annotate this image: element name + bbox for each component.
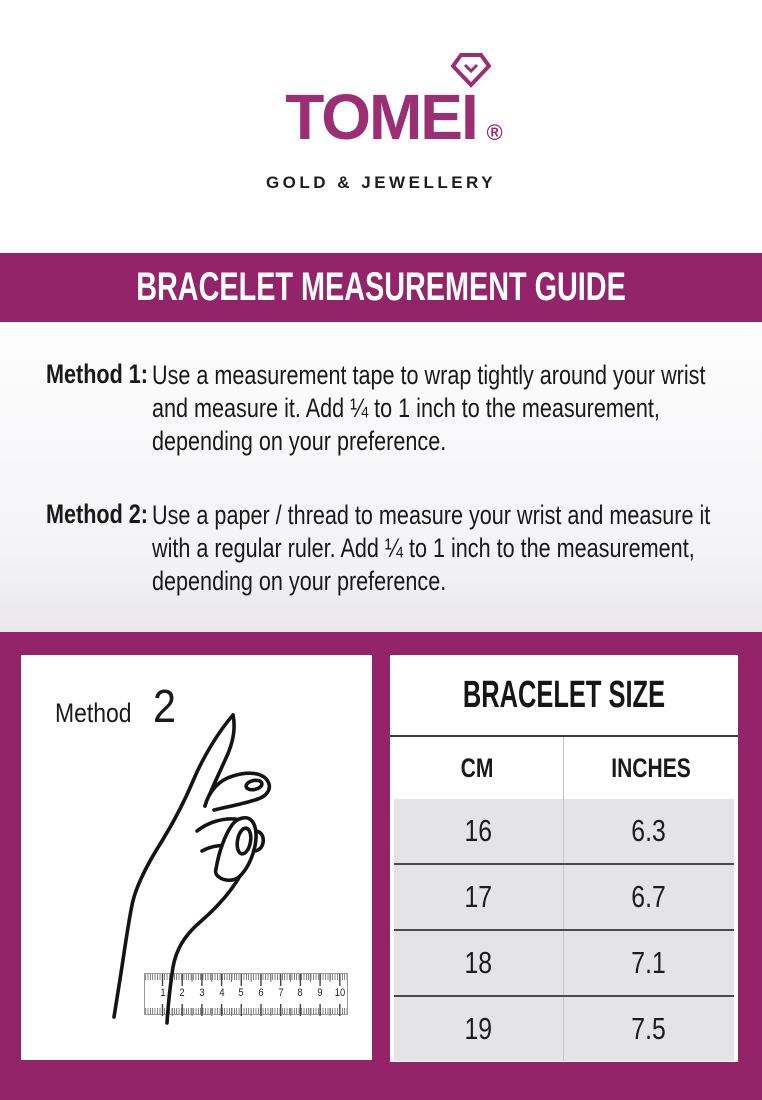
- method-2-line: Use a paper / thread to measure your wrist and measure it: [152, 500, 711, 530]
- cm-value: 16: [394, 799, 564, 863]
- brand-tagline: GOLD & JEWELLERY: [265, 173, 497, 192]
- cm-value: 18: [394, 931, 564, 995]
- logo: [0, 0, 762, 193]
- ruler-number: 3: [199, 987, 205, 999]
- inches-value: 7.1: [631, 945, 667, 980]
- method-1-line: and measure it. Add ¼ to 1 inch to the measurement,: [152, 393, 660, 423]
- method-1-line: depending on your preference.: [152, 426, 447, 456]
- method-2-instructions: [0, 499, 762, 598]
- table-row: [394, 799, 734, 863]
- page-title: BRACELET MEASUREMENT GUIDE: [136, 265, 626, 309]
- ruler-number: 5: [238, 987, 244, 999]
- registered-mark: ®: [486, 120, 503, 145]
- size-table-header: [390, 737, 738, 799]
- title-banner: [0, 253, 762, 322]
- size-table-body: [390, 799, 738, 1061]
- ruler-number: 7: [278, 987, 284, 999]
- brand-wordmark: [285, 81, 503, 164]
- method-diagram-card: [21, 655, 372, 1060]
- method-2-line: depending on your preference.: [152, 566, 447, 596]
- ruler-number: 6: [258, 987, 264, 999]
- size-table-title: BRACELET SIZE: [462, 673, 666, 716]
- methods-section: [0, 322, 762, 632]
- ruler: [144, 973, 348, 1015]
- inches-value: 6.7: [631, 879, 667, 914]
- method-1-line: Use a measurement tape to wrap tightly around your wrist: [152, 360, 706, 390]
- ruler-number: 1: [159, 987, 166, 999]
- method-1-label: Method 1:: [46, 359, 148, 389]
- logo-section: [0, 0, 762, 253]
- size-table-card: [390, 655, 738, 1062]
- size-table-title-row: [390, 655, 738, 737]
- inches-value: 7.5: [631, 1011, 667, 1046]
- cm-value: 17: [394, 865, 564, 929]
- bottom-panel: [0, 632, 762, 1100]
- diagram-method-label: Method 2: [55, 680, 177, 732]
- ruler-number: 4: [218, 987, 225, 999]
- diamond-icon: [451, 52, 491, 88]
- column-header-inches: INCHES: [611, 752, 691, 783]
- cm-value: 19: [394, 997, 564, 1061]
- column-header-cm: CM: [390, 737, 564, 799]
- method-1-instructions: [0, 359, 762, 458]
- table-row: [394, 995, 734, 1061]
- ruler-number: 8: [297, 987, 303, 999]
- brand-name: TOMEI: [285, 81, 477, 153]
- table-row: [394, 929, 734, 995]
- ruler-number: 9: [317, 987, 323, 999]
- inches-value: 6.3: [631, 813, 667, 848]
- ruler-number: 10: [334, 987, 346, 999]
- ruler-number: 2: [179, 987, 185, 999]
- table-row: [394, 863, 734, 929]
- method-2-label: Method 2:: [46, 499, 148, 529]
- method-2-line: with a regular ruler. Add ¼ to 1 inch to the measurement,: [152, 533, 695, 563]
